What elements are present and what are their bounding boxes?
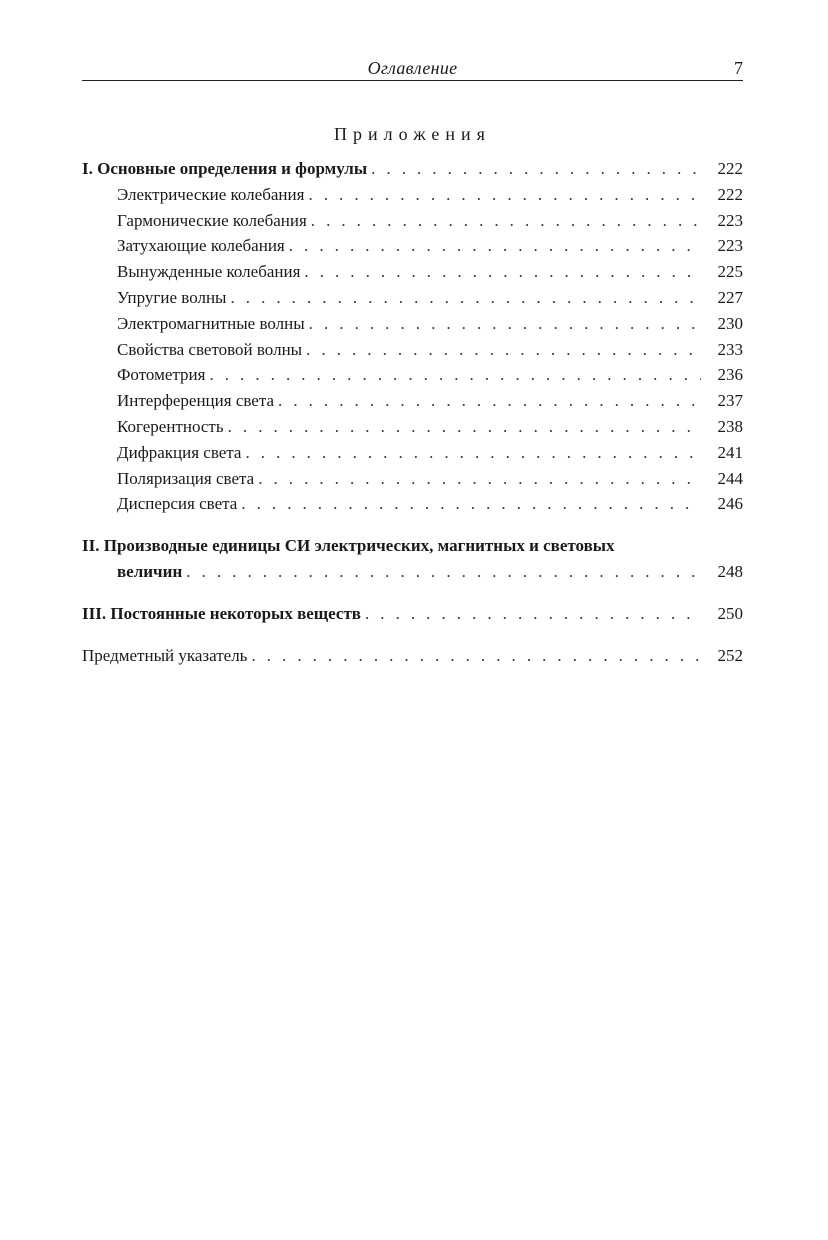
toc-entry[interactable] [82, 233, 743, 259]
toc-entry-label: Интерференция света [117, 391, 275, 411]
toc-entry-subject-index[interactable] [82, 643, 743, 669]
toc-entry-page: 244 [717, 468, 743, 488]
toc-entry-label: Когерентность [117, 416, 224, 436]
toc-entry[interactable] [82, 388, 743, 414]
toc-entry-page: 230 [717, 313, 743, 333]
toc-entry[interactable] [82, 208, 743, 234]
toc-entry-page: 238 [717, 416, 743, 436]
toc-entry-page: 225 [717, 262, 743, 282]
toc-entry-page: 223 [717, 236, 743, 256]
toc-entry-page: 223 [717, 210, 743, 230]
toc-entry-label: Вынужденные колебания [117, 262, 301, 282]
toc-entry-label: I. Основные определения и формулы [82, 159, 368, 178]
dot-leader [304, 259, 701, 285]
group-spacer [82, 517, 743, 533]
toc-entry-page: 246 [717, 494, 743, 514]
dot-leader [308, 182, 701, 208]
toc-entry-page: 222 [717, 159, 743, 178]
toc-entry-page: 237 [717, 391, 743, 411]
dot-leader [251, 643, 701, 669]
toc-entry[interactable] [82, 337, 743, 363]
toc-entry-label: III. Постоянные некоторых веществ [82, 603, 361, 623]
running-title: Оглавление [367, 58, 458, 78]
dot-leader [209, 362, 701, 388]
toc-entry-appendix-1[interactable] [82, 156, 743, 182]
dot-leader [278, 388, 701, 414]
toc-entry[interactable] [82, 259, 743, 285]
dot-leader [306, 337, 701, 363]
toc-entry[interactable] [82, 311, 743, 337]
dot-leader [289, 233, 701, 259]
dot-leader [230, 285, 701, 311]
toc-entry-label: Электромагнитные волны [117, 313, 305, 333]
group-spacer [82, 627, 743, 643]
toc-entry-label: Дисперсия света [117, 494, 238, 514]
toc-entry[interactable] [82, 440, 743, 466]
toc-entry[interactable] [82, 491, 743, 517]
page-number: 7 [734, 58, 743, 78]
toc-entry-continuation [82, 559, 743, 585]
dot-leader [228, 414, 701, 440]
table-of-contents [82, 156, 743, 668]
section-heading: Приложения [334, 124, 491, 144]
toc-entry[interactable] [82, 285, 743, 311]
toc-entry-label: Затухающие колебания [117, 236, 285, 256]
toc-entry-label-line1: II. Производные единицы СИ электрических, магнитных и световых [82, 536, 615, 556]
toc-entry-page: 233 [717, 339, 743, 359]
toc-entry[interactable] [82, 362, 743, 388]
dot-leader [258, 466, 701, 492]
dot-leader [311, 208, 701, 234]
toc-entry-label-line2: величин [117, 561, 183, 581]
toc-entry-appendix-3[interactable] [82, 601, 743, 627]
toc-entry-label: Свойства световой волны [117, 339, 303, 359]
toc-entry-label: Предметный указатель [82, 645, 248, 665]
toc-entry[interactable] [82, 182, 743, 208]
header-rule [82, 80, 743, 81]
toc-entry-page: 222 [717, 184, 743, 204]
dot-leader [365, 601, 701, 627]
toc-entry[interactable] [82, 414, 743, 440]
dot-leader [371, 156, 701, 182]
dot-leader [241, 491, 701, 517]
toc-entry-page: 250 [717, 603, 743, 623]
toc-entry-appendix-2[interactable] [82, 533, 743, 585]
toc-entry-label: Электрические колебания [117, 184, 305, 204]
toc-entry-page: 248 [717, 561, 743, 581]
toc-entry-label: Дифракция света [117, 442, 242, 462]
toc-entry-label: Упругие волны [117, 287, 227, 307]
toc-entry-page: 236 [717, 365, 743, 385]
dot-leader [245, 440, 701, 466]
toc-entry-page: 241 [717, 442, 743, 462]
toc-entry-label: Поляризация света [117, 468, 255, 488]
toc-page [82, 0, 743, 668]
toc-entry[interactable] [82, 466, 743, 492]
toc-entry-label: Гармонические колебания [117, 210, 307, 230]
running-head [82, 0, 743, 82]
toc-entry-label: Фотометрия [117, 365, 206, 385]
toc-entry-page: 227 [717, 287, 743, 307]
group-spacer [82, 585, 743, 601]
dot-leader [309, 311, 701, 337]
toc-entry-page: 252 [717, 645, 743, 665]
dot-leader [186, 559, 701, 585]
